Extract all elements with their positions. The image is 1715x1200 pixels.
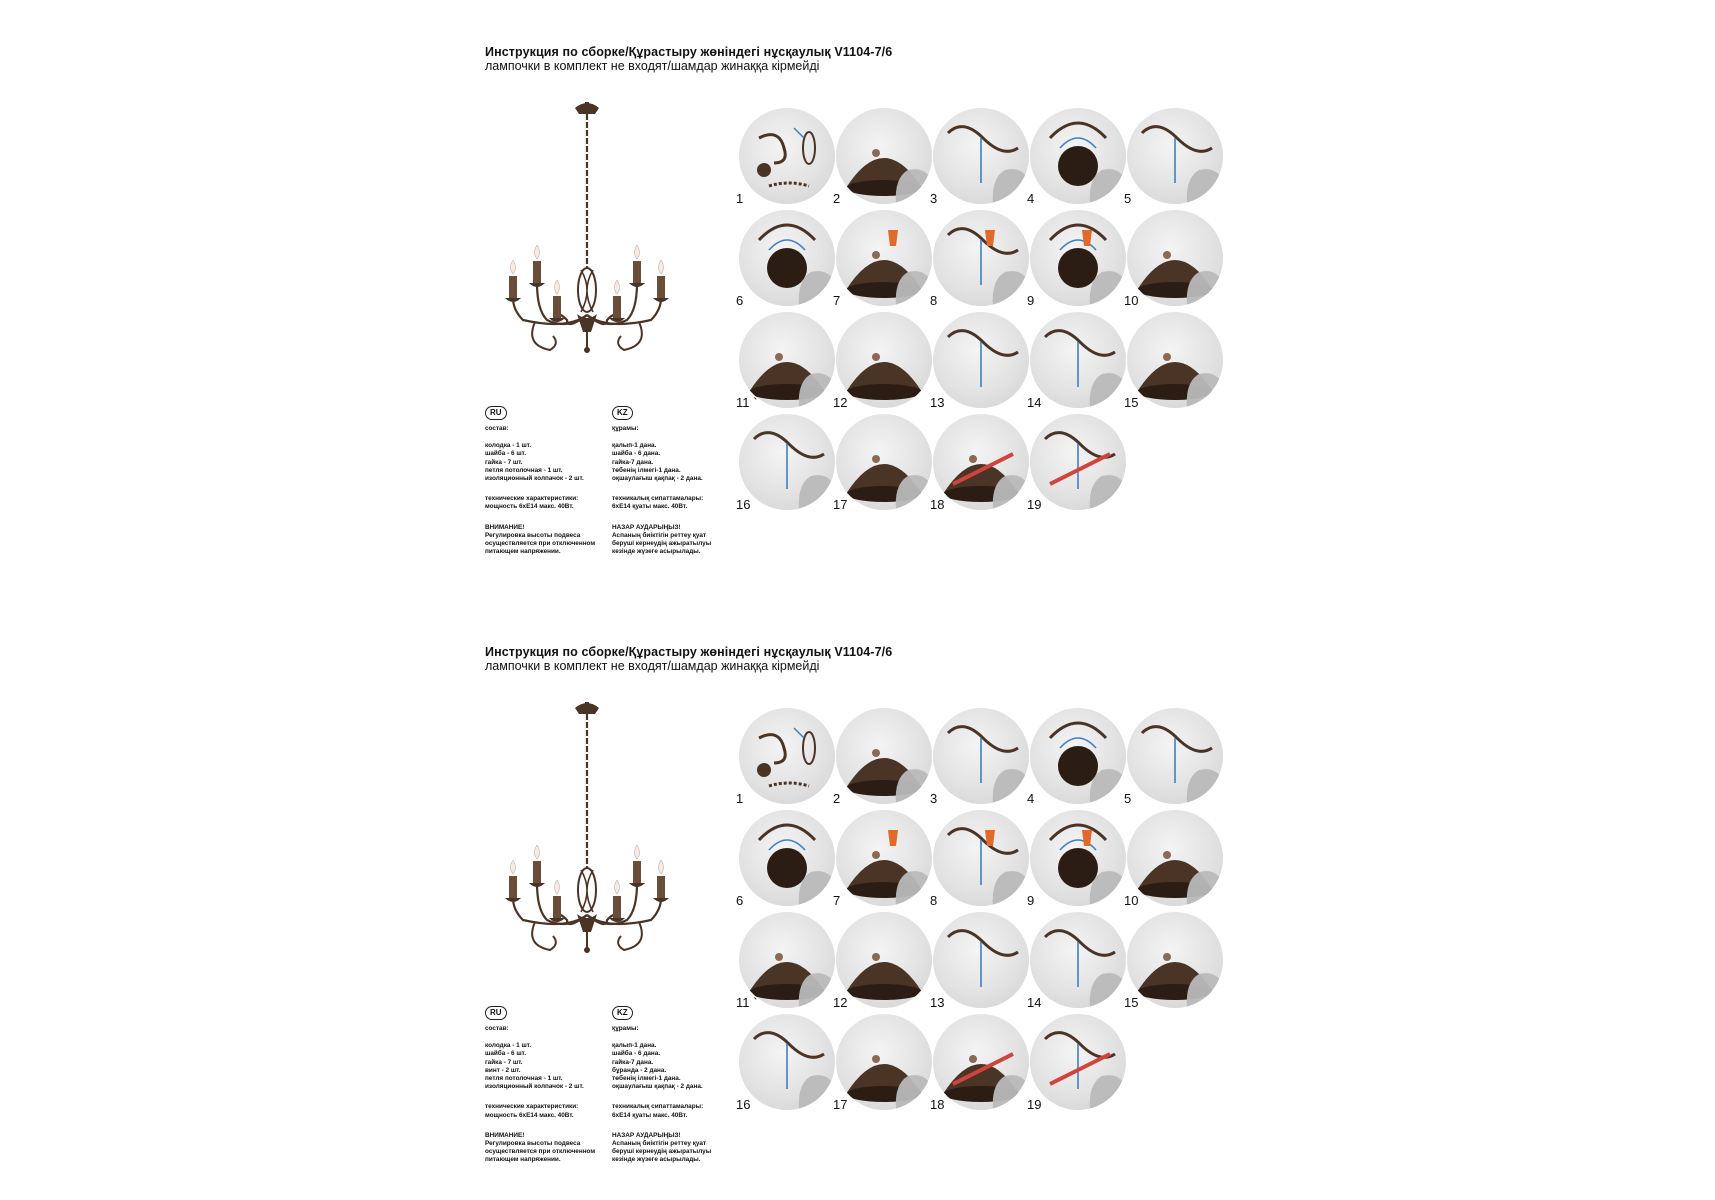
kz-spec-column bbox=[612, 1002, 752, 1165]
kz-item: төбенің ілмегі-1 дана. bbox=[612, 1075, 681, 1083]
step-photo-disc bbox=[836, 708, 932, 804]
assembly-step-photo bbox=[930, 312, 1029, 410]
sheet-subtitle: лампочки в комплект не входят/шамдар жинаққа кірмейді bbox=[485, 59, 820, 73]
step-number: 14 bbox=[1027, 395, 1042, 410]
step-number: 6 bbox=[736, 293, 744, 308]
step-number: 15 bbox=[1124, 395, 1139, 410]
step-photo-disc bbox=[836, 912, 932, 1008]
step-number: 10 bbox=[1124, 893, 1139, 908]
step-number: 18 bbox=[930, 497, 945, 512]
assembly-step-photo bbox=[833, 708, 932, 806]
step-number: 13 bbox=[930, 395, 945, 410]
kz-spec-heading: техникалық сипаттамалары: bbox=[612, 1103, 704, 1111]
ru-spec-column bbox=[485, 402, 625, 556]
step-number: 8 bbox=[930, 293, 938, 308]
kz-item: оқшаулағыш қақпақ - 2 дана. bbox=[612, 1083, 703, 1091]
assembly-step-photo bbox=[1124, 108, 1223, 206]
assembly-step-photo bbox=[930, 912, 1029, 1010]
assembly-step-photo bbox=[833, 312, 932, 410]
step-number: 3 bbox=[930, 191, 938, 206]
step-photo-disc bbox=[836, 414, 932, 510]
ru-warning-line: питающем напряжении. bbox=[485, 1156, 561, 1164]
assembly-step-photo bbox=[833, 414, 932, 512]
step-number: 16 bbox=[736, 1097, 751, 1112]
kz-item: оқшаулағыш қақпақ - 2 дана. bbox=[612, 475, 703, 483]
step-photo-disc bbox=[933, 708, 1029, 804]
step-number: 17 bbox=[833, 497, 848, 512]
ru-heading: состав: bbox=[485, 1025, 509, 1032]
ru-heading: состав: bbox=[485, 425, 509, 432]
step-number: 18 bbox=[930, 1097, 945, 1112]
step-photo-disc bbox=[1127, 708, 1223, 804]
step-photo-disc bbox=[739, 810, 835, 906]
kz-item: гайка-7 дана. bbox=[612, 1058, 654, 1066]
assembly-step-photo bbox=[1027, 312, 1126, 410]
ru-item: петля потолочная - 1 шт. bbox=[485, 1075, 563, 1083]
assembly-step-photo bbox=[736, 912, 835, 1010]
assembly-step-photo bbox=[930, 414, 1029, 512]
assembly-step-photo bbox=[1124, 912, 1223, 1010]
assembly-step-photo bbox=[1027, 810, 1126, 908]
sheet-title: Инструкция по сборке/Құрастыру жөніндегі нұсқаулық V1104-7/6 bbox=[485, 645, 893, 659]
kz-item: шайба - 6 дана. bbox=[612, 1050, 661, 1058]
ru-item: изоляционный колпачок - 2 шт. bbox=[485, 1083, 584, 1091]
ru-warning-line: осуществляется при отключенном bbox=[485, 540, 596, 548]
assembly-step-photo bbox=[930, 810, 1029, 908]
step-photo-disc bbox=[1127, 912, 1223, 1008]
kz-warning-heading: НАЗАР АУДАРЫҢЫЗ! bbox=[612, 1131, 681, 1139]
sheet-title: Инструкция по сборке/Құрастыру жөніндегі нұсқаулық V1104-7/6 bbox=[485, 45, 893, 59]
kz-warning-line: кезінде жүзеге асырылады. bbox=[612, 548, 701, 556]
step-number: 10 bbox=[1124, 293, 1139, 308]
kz-badge: KZ bbox=[612, 406, 633, 420]
step-number: 6 bbox=[736, 893, 744, 908]
step-number: 19 bbox=[1027, 497, 1042, 512]
step-photo-disc bbox=[1030, 108, 1126, 204]
step-number: 8 bbox=[930, 893, 938, 908]
ru-item: изоляционный колпачок - 2 шт. bbox=[485, 475, 584, 483]
step-photo-disc bbox=[836, 312, 932, 408]
step-photo-disc bbox=[836, 810, 932, 906]
assembly-step-photo bbox=[833, 912, 932, 1010]
assembly-step-photo bbox=[736, 810, 835, 908]
assembly-step-photo bbox=[1124, 708, 1223, 806]
ru-spec: мощность 6хЕ14 макс. 40Вт. bbox=[485, 503, 574, 511]
ru-item: гайка - 7 шт. bbox=[485, 1058, 523, 1066]
assembly-step-photo bbox=[736, 108, 835, 206]
assembly-step-photo bbox=[736, 1014, 835, 1112]
kz-warning-line: беруші кернеудің ажыратылуы bbox=[612, 540, 712, 548]
ru-warning-line: Регулировка высоты подвеса bbox=[485, 531, 581, 539]
step-photo-disc bbox=[1127, 108, 1223, 204]
step-photo-disc bbox=[739, 414, 835, 510]
assembly-step-photo bbox=[930, 108, 1029, 206]
step-number: 17 bbox=[833, 1097, 848, 1112]
assembly-step-photo bbox=[1027, 108, 1126, 206]
step-number: 9 bbox=[1027, 293, 1035, 308]
ru-item: винт - 2 шт. bbox=[485, 1066, 521, 1074]
step-photo-disc bbox=[1030, 210, 1126, 306]
ru-item: шайба - 6 шт. bbox=[485, 450, 526, 458]
assembly-step-photo bbox=[1027, 210, 1126, 308]
step-photo-disc bbox=[836, 108, 932, 204]
kz-heading: құрамы: bbox=[612, 1025, 639, 1032]
step-photo-disc bbox=[933, 312, 1029, 408]
kz-spec: 6хЕ14 қуаты макс. 40Вт. bbox=[612, 1111, 688, 1119]
chandelier-illustration bbox=[495, 100, 680, 385]
kz-warning-heading: НАЗАР АУДАРЫҢЫЗ! bbox=[612, 523, 681, 531]
step-number: 14 bbox=[1027, 995, 1042, 1010]
ru-item: гайка - 7 шт. bbox=[485, 458, 523, 466]
step-number: 2 bbox=[833, 791, 841, 806]
assembly-step-photo bbox=[1124, 312, 1223, 410]
assembly-step-photo bbox=[833, 210, 932, 308]
ru-warning-line: питающем напряжении. bbox=[485, 548, 561, 556]
kz-item: төбенің ілмегі-1 дана. bbox=[612, 466, 681, 474]
ru-warning-line: осуществляется при отключенном bbox=[485, 1148, 596, 1156]
step-number: 3 bbox=[930, 791, 938, 806]
ru-item: петля потолочная - 1 шт. bbox=[485, 466, 563, 474]
kz-item: бұранда - 2 дана. bbox=[612, 1066, 667, 1074]
step-number: 7 bbox=[833, 893, 841, 908]
step-number: 16 bbox=[736, 497, 751, 512]
ru-warning-heading: ВНИМАНИЕ! bbox=[485, 523, 525, 531]
step-photo-disc bbox=[1127, 810, 1223, 906]
kz-spec-column bbox=[612, 402, 752, 556]
step-photo-disc bbox=[1030, 414, 1126, 510]
ru-spec-column bbox=[485, 1002, 625, 1165]
step-number: 9 bbox=[1027, 893, 1035, 908]
kz-item: қалып-1 дана. bbox=[612, 1042, 657, 1050]
assembly-step-photo bbox=[736, 210, 835, 308]
step-photo-disc bbox=[739, 210, 835, 306]
step-photo-disc bbox=[933, 210, 1029, 306]
step-photo-disc bbox=[933, 1014, 1029, 1110]
ru-item: колодка - 1 шт. bbox=[485, 1042, 532, 1050]
step-photo-disc bbox=[1030, 1014, 1126, 1110]
assembly-step-photo bbox=[930, 210, 1029, 308]
step-photo-disc bbox=[739, 912, 835, 1008]
kz-warning-line: беруші кернеудің ажыратылуы bbox=[612, 1148, 712, 1156]
step-number: 1 bbox=[736, 191, 744, 206]
step-photo-disc bbox=[836, 1014, 932, 1110]
step-photo-disc bbox=[933, 108, 1029, 204]
step-number: 2 bbox=[833, 191, 841, 206]
assembly-step-photo bbox=[736, 312, 835, 410]
step-photo-disc bbox=[739, 1014, 835, 1110]
step-photo-disc bbox=[1030, 312, 1126, 408]
chandelier-illustration bbox=[495, 700, 680, 985]
ru-spec-heading: технические характеристики: bbox=[485, 1103, 579, 1111]
step-photo-disc bbox=[836, 210, 932, 306]
kz-item: шайба - 6 дана. bbox=[612, 450, 661, 458]
kz-warning-line: Аспаның биіктігін реттеу қуат bbox=[612, 531, 707, 539]
assembly-step-photo bbox=[1124, 210, 1223, 308]
step-photo-disc bbox=[1127, 210, 1223, 306]
step-photo-disc bbox=[1030, 810, 1126, 906]
kz-item: қалып-1 дана. bbox=[612, 442, 657, 450]
step-photo-disc bbox=[739, 312, 835, 408]
assembly-step-photo bbox=[1027, 1014, 1126, 1112]
assembly-step-photo bbox=[1027, 912, 1126, 1010]
step-photo-disc bbox=[933, 414, 1029, 510]
ru-item: шайба - 6 шт. bbox=[485, 1050, 526, 1058]
instruction-sheet-2 bbox=[0, 600, 1715, 1200]
kz-spec: 6хЕ14 қуаты макс. 40Вт. bbox=[612, 503, 688, 511]
assembly-step-photo bbox=[1124, 810, 1223, 908]
step-number: 4 bbox=[1027, 191, 1035, 206]
step-photo-disc bbox=[933, 810, 1029, 906]
step-photo-disc bbox=[739, 708, 835, 804]
step-number: 13 bbox=[930, 995, 945, 1010]
assembly-step-photo bbox=[736, 414, 835, 512]
ru-badge: RU bbox=[485, 406, 507, 420]
step-number: 19 bbox=[1027, 1097, 1042, 1112]
assembly-step-photo bbox=[833, 810, 932, 908]
step-photo-disc bbox=[1030, 708, 1126, 804]
step-number: 15 bbox=[1124, 995, 1139, 1010]
step-photo-disc bbox=[1127, 312, 1223, 408]
step-number: 1 bbox=[736, 791, 744, 806]
kz-spec-heading: техникалық сипаттамалары: bbox=[612, 495, 704, 503]
step-number: 12 bbox=[833, 995, 848, 1010]
ru-warning-line: Регулировка высоты подвеса bbox=[485, 1140, 581, 1148]
assembly-step-photo bbox=[930, 1014, 1029, 1112]
kz-warning-line: кезінде жүзеге асырылады. bbox=[612, 1156, 701, 1164]
kz-warning-line: Аспаның биіктігін реттеу қуат bbox=[612, 1140, 707, 1148]
kz-item: гайка-7 дана. bbox=[612, 458, 654, 466]
step-photo-disc bbox=[739, 108, 835, 204]
ru-item: колодка - 1 шт. bbox=[485, 442, 532, 450]
step-photo-disc bbox=[933, 912, 1029, 1008]
assembly-step-photo bbox=[1027, 414, 1126, 512]
ru-spec-heading: технические характеристики: bbox=[485, 495, 579, 503]
ru-spec: мощность 6хЕ14 макс. 40Вт. bbox=[485, 1111, 574, 1119]
assembly-step-photo bbox=[1027, 708, 1126, 806]
step-number: 4 bbox=[1027, 791, 1035, 806]
assembly-step-photo bbox=[833, 108, 932, 206]
step-number: 11 ` bbox=[736, 995, 758, 1010]
step-number: 7 bbox=[833, 293, 841, 308]
step-number: 5 bbox=[1124, 191, 1132, 206]
ru-warning-heading: ВНИМАНИЕ! bbox=[485, 1131, 525, 1139]
step-photo-disc bbox=[1030, 912, 1126, 1008]
assembly-step-photo bbox=[833, 1014, 932, 1112]
sheet-subtitle: лампочки в комплект не входят/шамдар жинаққа кірмейді bbox=[485, 659, 820, 673]
step-number: 5 bbox=[1124, 791, 1132, 806]
assembly-step-photo bbox=[736, 708, 835, 806]
kz-heading: құрамы: bbox=[612, 425, 639, 432]
assembly-step-photo bbox=[930, 708, 1029, 806]
kz-badge: KZ bbox=[612, 1006, 633, 1020]
step-number: 12 bbox=[833, 395, 848, 410]
ru-badge: RU bbox=[485, 1006, 507, 1020]
step-number: 11 ` bbox=[736, 395, 758, 410]
